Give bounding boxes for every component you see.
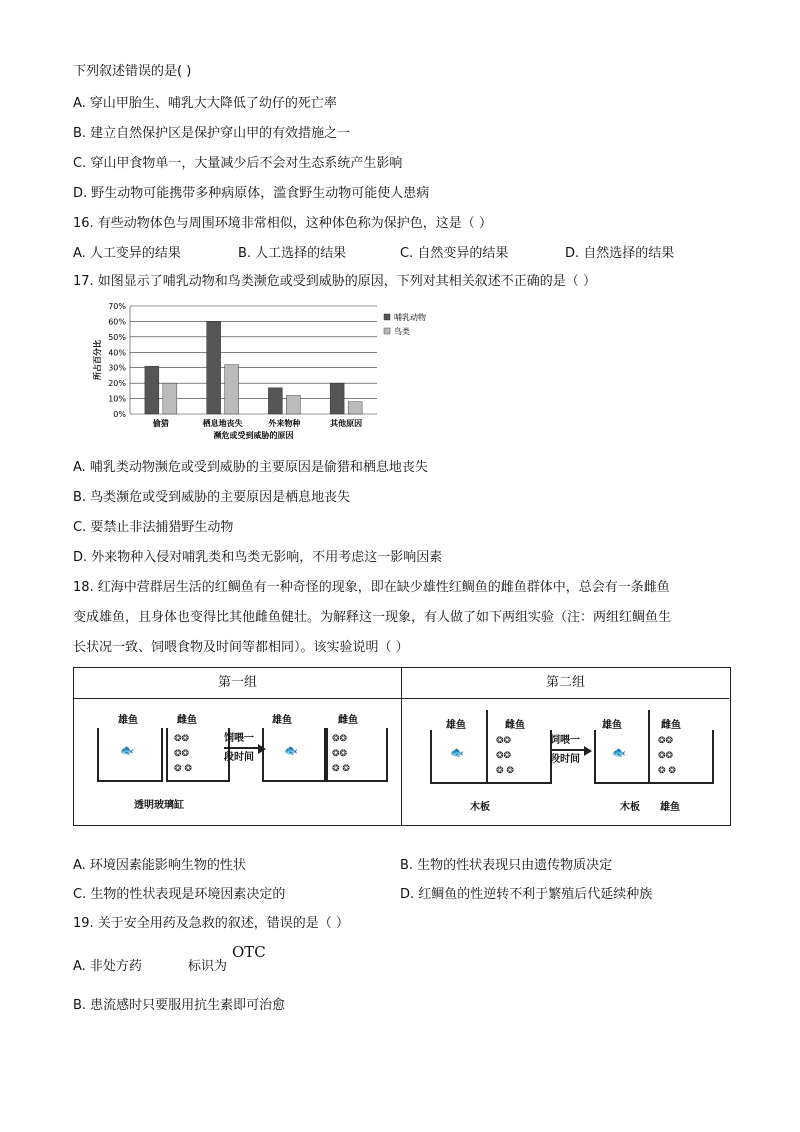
q17-option-b: B. 鸟类濒危或受到威胁的主要原因是栖息地丧失 — [73, 490, 351, 505]
y-tick-label: 30% — [108, 363, 126, 373]
q18-stem-line1: 18. 红海中营群居生活的红鲷鱼有一种奇怪的现象，即在缺少雄性红鲷鱼的雌鱼群体中，总会有一条雌鱼 — [73, 580, 670, 595]
q18-option-c: C. 生物的性状表现是环境因素决定的 — [73, 887, 286, 902]
fish-icon: 🐟 — [450, 746, 464, 759]
q15-option-b: B. 建立自然保护区是保护穿山甲的有效措施之一 — [73, 126, 351, 141]
g2-board-before — [486, 710, 488, 784]
bar — [207, 321, 221, 414]
arrow-head-icon — [584, 746, 592, 756]
x-tick-label: 栖息地丧失 — [202, 419, 243, 428]
q16-stem: 16. 有些动物体色与周围环境非常相似，这种体色称为保护色，这是（ ） — [73, 216, 492, 231]
q15-option-c: C. 穿山甲食物单一，大量减少后不会对生态系统产生影响 — [73, 156, 403, 171]
bar — [330, 383, 344, 414]
y-tick-label: 40% — [108, 348, 126, 358]
fish-icon: 🐟 — [120, 744, 134, 757]
fish-group-icon: ❂❂ ❂❂ ❂ ❂ — [332, 734, 350, 774]
g2-feed-label — [550, 734, 586, 766]
x-tick-label: 其他原因 — [330, 419, 363, 428]
g1-male-label-after: 雄鱼 — [272, 715, 292, 726]
fish-group-icon: ❂❂ ❂❂ ❂ ❂ — [496, 736, 514, 776]
q19-option-a-suffix: 标识为 — [188, 959, 228, 974]
feed-line1: 饲喂一 — [224, 733, 254, 744]
q19-option-b: B. 患流感时只要服用抗生素即可治愈 — [73, 998, 286, 1013]
male-label-changed: 雄鱼 — [660, 802, 680, 813]
legend-label: 哺乳动物 — [394, 313, 426, 322]
q19-stem: 19. 关于安全用药及急救的叙述，错误的是（ ） — [73, 916, 349, 931]
y-axis-label: 所占百分比 — [93, 340, 102, 380]
g2-male-label-after: 雄鱼 — [602, 720, 622, 731]
feed-line2: 段时间 — [224, 752, 254, 763]
feed-line1: 饲喂一 — [550, 735, 580, 746]
legend-swatch — [384, 314, 390, 320]
y-tick-label: 0% — [113, 410, 126, 419]
board-label: 木板 — [470, 802, 490, 813]
q15-stem: 下列叙述错误的是( ) — [73, 64, 192, 79]
bar-chart — [92, 296, 462, 446]
q19-option-a-prefix: A. 非处方药 — [73, 959, 142, 974]
q17-option-c: C. 要禁止非法捕猎野生动物 — [73, 520, 234, 535]
group1-header: 第一组 — [74, 668, 401, 699]
q18-option-d: D. 红鲷鱼的性逆转不利于繁殖后代延续种族 — [400, 887, 653, 902]
group2-header: 第二组 — [402, 668, 729, 699]
fish-group-icon: ❂❂ ❂❂ ❂ ❂ — [174, 734, 192, 774]
feed-line2: 段时间 — [550, 754, 580, 765]
y-tick-label: 20% — [108, 379, 126, 389]
y-tick-label: 60% — [108, 317, 126, 327]
q18-option-a: A. 环境因素能影响生物的性状 — [73, 858, 246, 873]
bar — [268, 388, 282, 414]
q16-option-a: A. 人工变异的结果 — [73, 246, 181, 261]
q18-option-b: B. 生物的性状表现只由遗传物质决定 — [400, 858, 613, 873]
bar — [348, 402, 362, 414]
q15-option-d: D. 野生动物可能携带多种病原体，滥食野生动物可能使人患病 — [73, 186, 430, 201]
fish-icon: 🐟 — [284, 744, 298, 757]
fish-icon: 🐟 — [612, 746, 626, 759]
bar — [163, 383, 177, 414]
g2-female-label-after: 雌鱼 — [661, 720, 681, 731]
q17-option-d: D. 外来物种入侵对哺乳类和鸟类无影响，不用考虑这一影响因素 — [73, 550, 443, 565]
bar — [145, 366, 159, 414]
g2-female-label: 雌鱼 — [505, 720, 525, 731]
bar — [225, 365, 239, 414]
g2-male-label: 雄鱼 — [446, 720, 466, 731]
q16-option-b: B. 人工选择的结果 — [238, 246, 347, 261]
x-tick-label: 偷猎 — [152, 419, 169, 428]
x-tick-label: 外来物种 — [268, 419, 301, 428]
y-tick-label: 70% — [108, 302, 126, 311]
glass-tank-label: 透明玻璃缸 — [134, 800, 184, 811]
g1-feed-label — [224, 732, 260, 764]
fish-group-icon: ❂❂ ❂❂ ❂ ❂ — [658, 736, 676, 776]
otc-mark: OTC — [232, 943, 266, 961]
q18-stem-line2: 变成雄鱼，且身体也变得比其他雌鱼健壮。为解释这一现象，有人做了如下两组实验（注：两组红鲷鱼生 — [73, 610, 672, 625]
g1-male-label: 雄鱼 — [118, 715, 138, 726]
board-label-after: 木板 — [620, 802, 640, 813]
q17-option-a: A. 哺乳类动物濒危或受到威胁的主要原因是偷猎和栖息地丧失 — [73, 460, 428, 475]
arrow-line — [550, 749, 586, 751]
y-tick-label: 10% — [108, 394, 126, 404]
g1-female-label-after: 雌鱼 — [338, 715, 358, 726]
g1-female-label: 雌鱼 — [177, 715, 197, 726]
arrow-line — [224, 747, 260, 749]
q16-option-c: C. 自然变异的结果 — [400, 246, 509, 261]
q16-option-d: D. 自然选择的结果 — [565, 246, 675, 261]
q17-stem: 17. 如图显示了哺乳动物和鸟类濒危或受到威胁的原因，下列对其相关叙述不正确的是（ ） — [73, 274, 596, 289]
g2-board-after — [648, 710, 650, 784]
legend-label: 鸟类 — [394, 327, 410, 336]
legend-swatch — [384, 328, 390, 334]
bar — [286, 395, 300, 414]
x-axis-label: 濒危或受到威胁的原因 — [213, 431, 294, 440]
experiment-table — [73, 667, 731, 826]
q15-option-a: A. 穿山甲胎生、哺乳大大降低了幼仔的死亡率 — [73, 96, 337, 111]
q18-stem-line3: 长状况一致、饲喂食物及时间等都相同）。该实验说明（ ） — [73, 640, 409, 655]
y-tick-label: 50% — [108, 332, 126, 342]
g2-tank-before — [430, 730, 552, 784]
